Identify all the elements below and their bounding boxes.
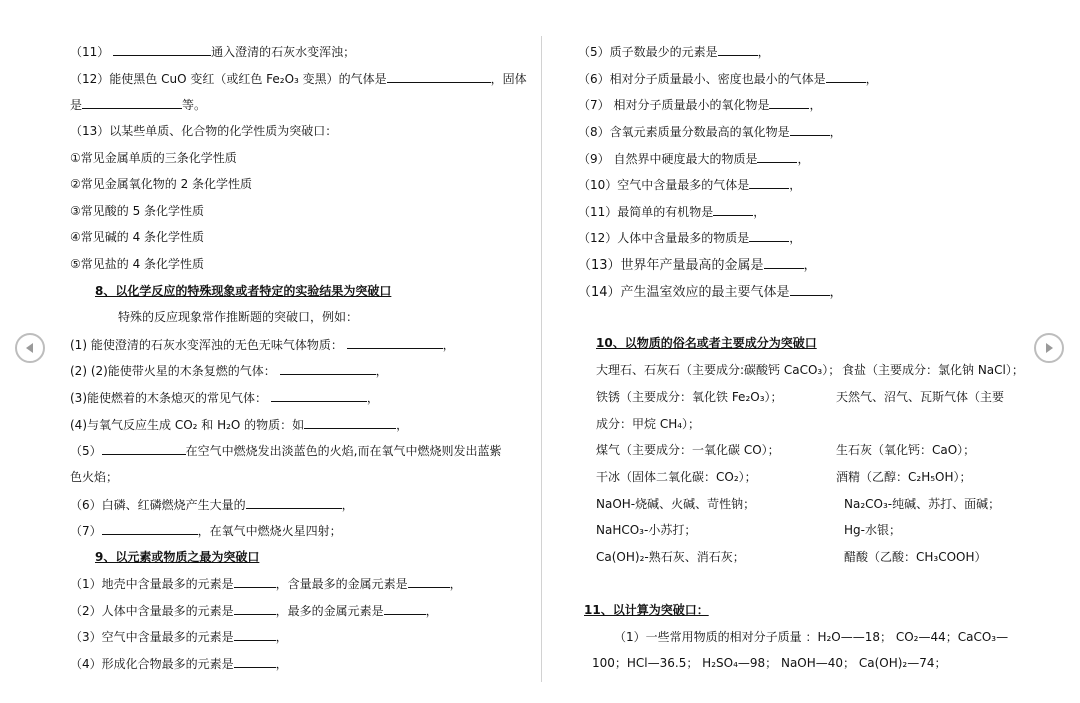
text-line: (2) (2)能使带火星的木条复燃的气体： ， xyxy=(70,364,388,378)
previous-page-button[interactable] xyxy=(15,333,45,363)
section-heading: 10、以物质的俗名或者主要成分为突破口 xyxy=(596,336,817,350)
text-line: 醋酸（乙酸：CH₃COOH） xyxy=(844,550,987,564)
text-line: 酒精（乙醇：C₂H₅OH）； xyxy=(836,470,972,484)
text-line: ⑤常见盐的 4 条化学性质 xyxy=(70,257,205,271)
triangle-right-icon xyxy=(1043,342,1055,354)
section-heading: 9、以元素或物质之最为突破口 xyxy=(95,550,260,564)
text-line: （12）能使黑色 CuO 变红（或红色 Fe₂O₃ 变黑）的气体是 ，固体 xyxy=(70,72,527,86)
text-line: 铁锈（主要成分：氧化铁 Fe₂O₃）； xyxy=(596,390,783,404)
text-line: (1) 能使澄清的石灰水变浑浊的无色无味气体物质： ， xyxy=(70,338,455,352)
text-line: （9） 自然界中硬度最大的物质是 ， xyxy=(578,152,810,166)
section-heading: 8、以化学反应的特殊现象或者特定的实验结果为突破口 xyxy=(95,284,392,298)
text-line: 是 等。 xyxy=(70,98,207,112)
text-line: 生石灰（氧化钙：CaO）； xyxy=(836,443,976,457)
text-line: ④常见碱的 4 条化学性质 xyxy=(70,230,205,244)
text-line: （5） 在空气中燃烧发出淡蓝色的火焰,而在氧气中燃烧则发出蓝紫 xyxy=(70,444,502,458)
text-line: ①常见金属单质的三条化学性质 xyxy=(70,151,237,165)
text-line: (3)能使燃着的木条熄灭的常见气体： ， xyxy=(70,391,379,405)
text-line: 特殊的反应现象常作推断题的突破口，例如： xyxy=(118,310,359,324)
text-line: 100；HCl—36.5； H₂SO₄—98； NaOH—40； Ca(OH)₂—74； xyxy=(592,656,947,670)
text-line: （7） ，在氧气中燃烧火星四射； xyxy=(70,524,342,538)
text-line: (4)与氧气反应生成 CO₂ 和 H₂O 的物质：如 ， xyxy=(70,418,409,432)
text-line: （14）产生温室效应的最主要气体是 ， xyxy=(578,285,843,300)
text-line: （13）以某些单质、化合物的化学性质为突破口： xyxy=(70,124,338,138)
right-column xyxy=(542,0,1080,703)
text-line: （1）一些常用物质的相对分子质量 ：H₂O——18； CO₂—44；CaCO₃— xyxy=(614,630,1009,644)
text-line: （10）空气中含量最多的气体是 ， xyxy=(578,178,802,192)
text-line: 干冰（固体二氧化碳：CO₂）； xyxy=(596,470,757,484)
triangle-left-icon xyxy=(24,342,36,354)
text-line: Hg-水银； xyxy=(844,523,901,537)
text-line: （13）世界年产量最高的金属是 ， xyxy=(578,258,817,273)
text-line: Ca(OH)₂-熟石灰、消石灰； xyxy=(596,550,745,564)
text-line: （7） 相对分子质量最小的氧化物是 ， xyxy=(578,98,822,112)
section-heading: 11、以计算为突破口： xyxy=(584,603,709,617)
text-line: （3）空气中含量最多的元素是 ， xyxy=(70,630,288,644)
text-line: 成分：甲烷 CH₄）； xyxy=(596,417,701,431)
text-line: NaHCO₃-小苏打； xyxy=(596,523,697,537)
text-line: （8）含氧元素质量分数最高的氧化物是 ， xyxy=(578,125,842,139)
text-line: NaOH-烧碱、火碱、苛性钠； xyxy=(596,497,756,511)
text-line: （1）地壳中含量最多的元素是 ，含量最多的金属元素是 ， xyxy=(70,577,462,591)
text-line: （2）人体中含量最多的元素是 ，最多的金属元素是 ， xyxy=(70,604,438,618)
text-line: （4）形成化合物最多的元素是 ， xyxy=(70,657,288,671)
text-line: 食盐（主要成分：氯化钠 NaCl）； xyxy=(842,363,1024,377)
text-line: （6）相对分子质量最小、密度也最小的气体是 ， xyxy=(578,72,878,86)
text-line: （6）白磷、红磷燃烧产生大量的 ， xyxy=(70,498,354,512)
text-line: （11）最简单的有机物是 ， xyxy=(578,205,766,219)
text-line: Na₂CO₃-纯碱、苏打、面碱； xyxy=(844,497,1001,511)
text-line: ②常见金属氧化物的 2 条化学性质 xyxy=(70,177,253,191)
next-page-button[interactable] xyxy=(1034,333,1064,363)
text-line: 大理石、石灰石（主要成分:碳酸钙 CaCO₃）； xyxy=(596,363,841,377)
text-line: 煤气（主要成分：一氧化碳 CO）； xyxy=(596,443,780,457)
text-line: 天然气、沼气、瓦斯气体（主要 xyxy=(836,390,1005,404)
text-line: 色火焰； xyxy=(70,470,119,484)
text-line: （12）人体中含量最多的物质是 ， xyxy=(578,231,802,245)
text-line: （5）质子数最少的元素是 ， xyxy=(578,45,770,59)
text-line: ③常见酸的 5 条化学性质 xyxy=(70,204,205,218)
text-line: （11） 通入澄清的石灰水变浑浊； xyxy=(70,45,356,59)
